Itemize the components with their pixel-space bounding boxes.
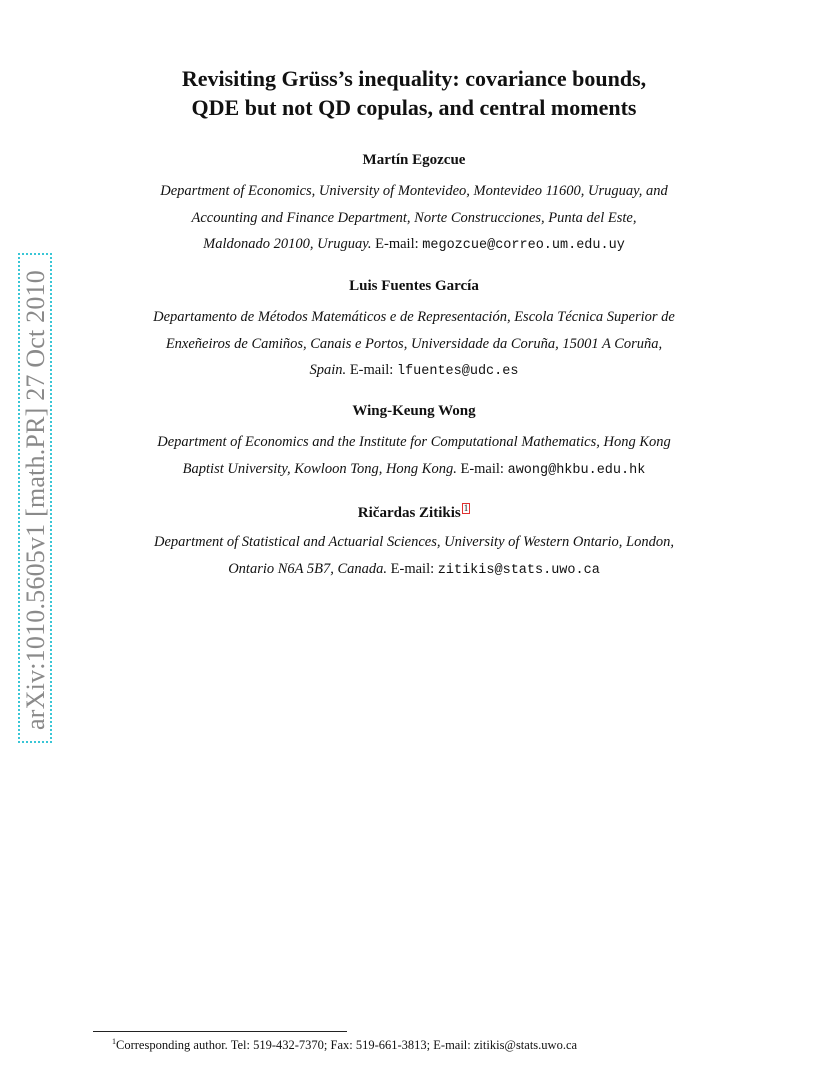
email-address[interactable]: awong@hkbu.edu.hk: [507, 462, 646, 478]
email-address[interactable]: zitikis@stats.uwo.ca: [437, 562, 600, 578]
arxiv-identifier[interactable]: arXiv:1010.5605v1 [math.PR] 27 Oct 2010: [21, 270, 50, 730]
paper-title: [80, 64, 748, 122]
affiliation-line: Departamento de Métodos Matemáticos e de Representación, Escola Técnica Superior de: [153, 309, 675, 325]
email-label: E-mail:: [375, 236, 419, 252]
author-name-text: Ričardas Zitikis: [357, 505, 461, 521]
affiliation-line: Accounting and Finance Department, Norte Construcciones, Punta del Este,: [191, 209, 637, 226]
footnote-mark: 1: [112, 1037, 116, 1046]
author-affiliation: [60, 429, 768, 484]
author-name: Martín Egozcue: [362, 152, 466, 168]
affiliation-line: Department of Statistical and Actuarial Sciences, University of Western Ontario, London,: [154, 534, 674, 550]
affiliation-text: Baptist University, Kowloon Tong, Hong Kong.: [182, 460, 457, 477]
affiliation-line: [60, 456, 768, 485]
footnote-rule: [93, 1031, 347, 1032]
author-name: Wing-Keung Wong: [352, 403, 476, 419]
footnote-text: Corresponding author. Tel: 519-432-7370; Fax: 519-661-3813; E-mail: zitikis@stats.uwo.ca: [116, 1038, 578, 1053]
email-address[interactable]: lfuentes@udc.es: [396, 364, 519, 379]
author-name: Luis Fuentes García: [349, 278, 479, 294]
footnote-link-marker[interactable]: 1: [463, 503, 469, 513]
email-address[interactable]: megozcue@correo.um.edu.uy: [422, 238, 625, 253]
affiliation-text: Maldonado 20100, Uruguay.: [203, 236, 372, 252]
email-label: E-mail:: [460, 460, 504, 477]
title-line-1: Revisiting Grüss’s inequality: covariance bounds,: [181, 66, 647, 91]
email-label: E-mail:: [390, 560, 435, 577]
affiliation-line: Department of Economics, University of Montevideo, Montevideo 11600, Uruguay, and: [160, 183, 668, 199]
affiliation-line: [60, 231, 768, 260]
affiliation-line: Department of Economics and the Institute for Computational Mathematics, Hong Kong: [157, 434, 671, 450]
email-label: E-mail:: [349, 362, 394, 378]
affiliation-line: Enxeñeiros de Camiños, Canais e Portos, Universidade da Coruña, 15001 A Coruña,: [165, 335, 663, 352]
author-affiliation: [60, 178, 768, 260]
author-name: [60, 503, 768, 522]
affiliation-line: [60, 556, 768, 585]
footnote: [112, 1037, 577, 1053]
affiliation-text: Ontario N6A 5B7, Canada.: [228, 560, 388, 577]
author-affiliation: [60, 304, 768, 386]
author-affiliation: [60, 529, 768, 584]
affiliation-line: [60, 357, 768, 386]
affiliation-text: Spain.: [309, 362, 347, 378]
title-line-2: QDE but not QD copulas, and central moments: [191, 95, 637, 120]
